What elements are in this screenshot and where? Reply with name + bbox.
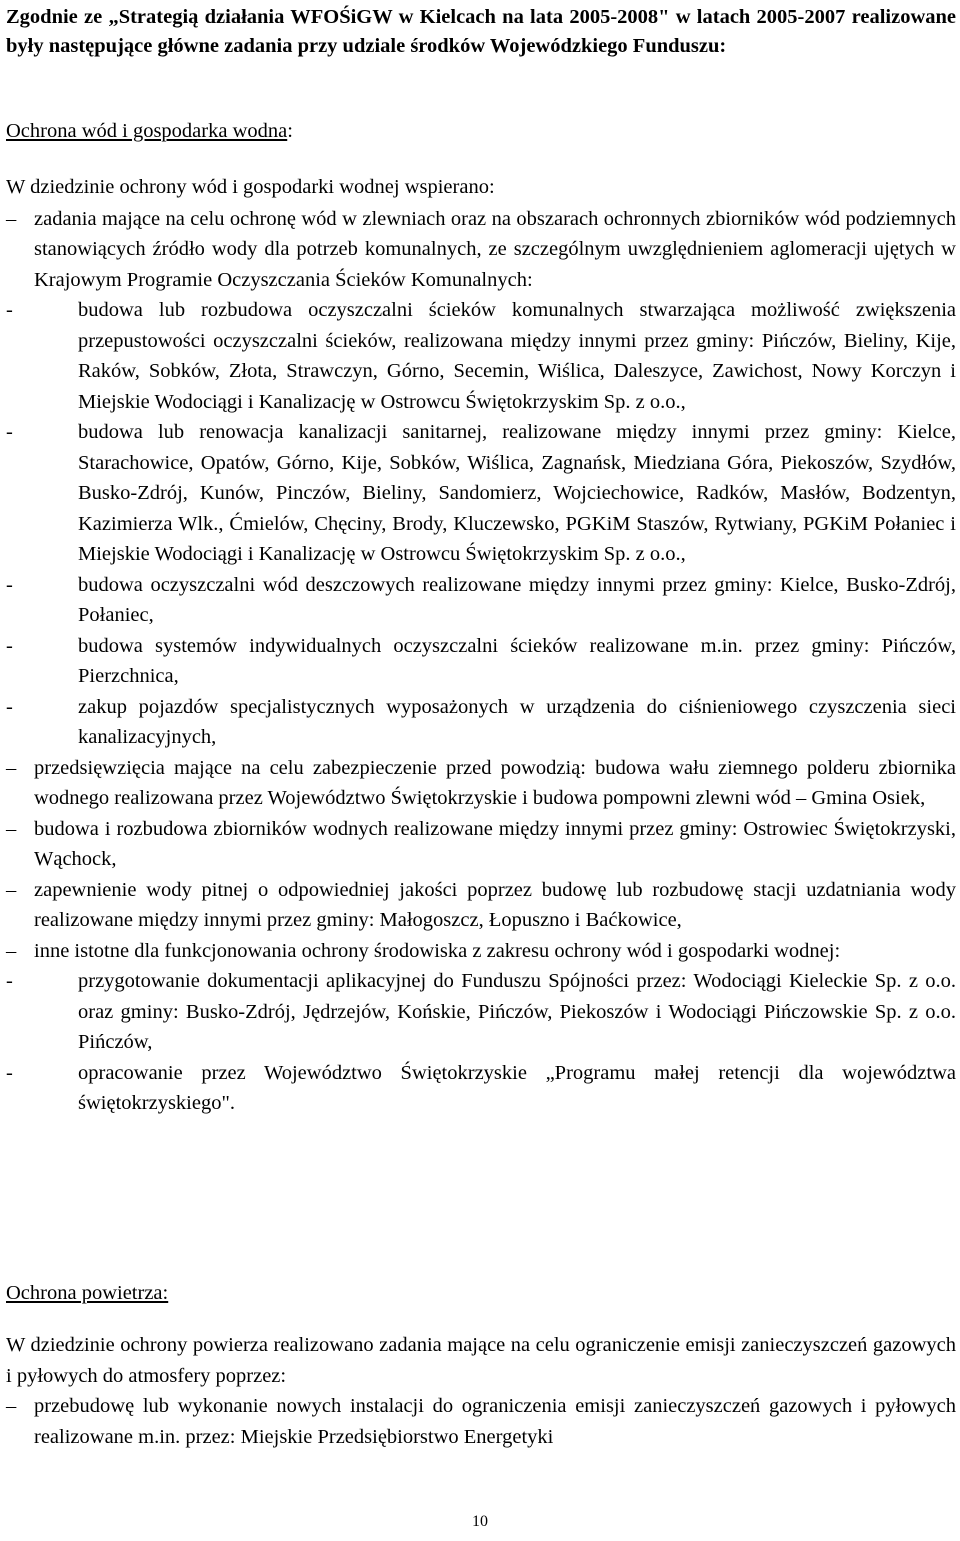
dash-marker: – — [6, 207, 17, 230]
dash-marker: – — [6, 817, 17, 840]
water-item-2-text: przedsięwzięcia mające na celu zabezpieczenie przed powodzią: budowa wału ziemnego polderu zbiornika wodnego realizowana przez Województwo Świętokrzyskie i budowa pompowni zlewni wód – Gmina Osiek, — [34, 756, 956, 809]
section-title-water-suffix: : — [287, 120, 293, 142]
water-item-5-text: inne istotne dla funkcjonowania ochrony środowiska z zakresu ochrony wód i gospodarki wodnej: — [34, 939, 841, 962]
section-title-water-text: Ochrona wód i gospodarka wodna — [6, 120, 288, 142]
water-item-2 — [6, 753, 956, 814]
water-item-5 — [6, 936, 956, 967]
water-item-4 — [6, 875, 956, 936]
dash-marker: – — [6, 878, 17, 901]
section-title-water — [6, 116, 293, 147]
water-item-3 — [6, 814, 956, 875]
document-heading: Zgodnie ze „Strategią działania WFOŚiGW w Kielcach na lata 2005-2008" w latach 2005-2007 realizowane były następujące główne zadania przy udziale środków Wojewódzkiego Funduszu: — [6, 6, 956, 57]
water-intro: W dziedzinie ochrony wód i gospodarki wodnej wspierano: — [6, 176, 495, 198]
hyphen-marker: - — [6, 634, 13, 657]
water-subitem-1-5-text: zakup pojazdów specjalistycznych wyposażonych w urządzenia do ciśnieniowego czyszczenia sieci kanalizacyjnych, — [78, 695, 956, 748]
water-subitem-1-5 — [6, 692, 956, 753]
water-subitem-1-3 — [6, 570, 956, 631]
hyphen-marker: - — [6, 970, 13, 992]
water-subitem-1-4-text: budowa systemów indywidualnych oczyszczalni ścieków realizowane m.in. przez gminy: Pińczów, Pierzchnica, — [78, 634, 956, 687]
hyphen-marker: - — [6, 421, 13, 443]
dash-marker: – — [6, 756, 17, 779]
section-title-air: Ochrona powietrza: — [6, 1282, 169, 1304]
water-subitem-1-4 — [6, 631, 956, 692]
water-subitem-1-1-text: budowa lub rozbudowa oczyszczalni ścieków komunalnych stwarzająca możliwość zwiększenia przepustowości oczyszczalni ścieków, realizowana między innymi przez gminy: Pińczów, Bieliny, Kije, Raków, Sobków, Złota, Strawczyn, Górno, Secemin, Wiślica, Daleszyce, Zawichost, Nowy Korczyn i Miejskie Wodociągi i Kanalizację w Ostrowcu Świętokrzyskim Sp. z o.o., — [78, 299, 956, 413]
hyphen-marker: - — [6, 695, 13, 718]
hyphen-marker: - — [6, 573, 13, 596]
water-subitem-5-2-text: opracowanie przez Województwo Świętokrzyskie „Programu małej retencji dla województwa świętokrzyskiego". — [78, 1061, 956, 1114]
document-page — [6, 0, 956, 1448]
water-section-body — [6, 172, 956, 1119]
air-item-1 — [6, 1391, 956, 1452]
water-subitem-5-1-text: przygotowanie dokumentacji aplikacyjnej do Funduszu Spójności przez: Wodociągi Kieleckie Sp. z o.o. oraz gminy: Busko-Zdrój, Jędrzejów, Końskie, Pińczów, Piekoszów i Wodociągi Pińczowskie Sp. z o.o. Pińczów, — [78, 970, 956, 1053]
water-subitem-1-1 — [6, 295, 956, 417]
water-item-4-text: zapewnienie wody pitnej o odpowiedniej jakości poprzez budowę lub rozbudowę stacji uzdatniania wody realizowane między innymi przez gminy: Małogoszcz, Łopuszno i Baćkowice, — [34, 878, 956, 931]
dash-marker: – — [6, 1395, 17, 1417]
water-subitem-5-2 — [6, 1058, 956, 1119]
water-subitem-1-2 — [6, 417, 956, 570]
water-item-3-text: budowa i rozbudowa zbiorników wodnych realizowane między innymi przez gminy: Ostrowiec Świętokrzyski, Wąchock, — [34, 817, 956, 870]
page-number: 10 — [472, 1513, 488, 1530]
water-subitem-1-3-text: budowa oczyszczalni wód deszczowych realizowane między innymi przez gminy: Kielce, Busko-Zdrój, Połaniec, — [78, 573, 956, 626]
air-intro: W dziedzinie ochrony powierza realizowano zadania mające na celu ograniczenie emisji zanieczyszczeń gazowych i pyłowych do atmosfery poprzez: — [6, 1334, 956, 1387]
hyphen-marker: - — [6, 299, 13, 321]
air-section-body — [6, 1330, 956, 1452]
water-item-1-text: zadania mające na celu ochronę wód w zlewniach oraz na obszarach ochronnych zbiorników wód podziemnych stanowiących źródło wody dla potrzeb komunalnych, ze szczególnym uwzględnieniem aglomeracji ujętych w Krajowym Programie Oczyszczania Ścieków Komunalnych: — [34, 207, 956, 291]
water-item-1 — [6, 204, 956, 296]
water-subitem-5-1 — [6, 966, 956, 1058]
dash-marker: – — [6, 939, 17, 962]
air-item-1-text: przebudowę lub wykonanie nowych instalacji do ograniczenia emisji zanieczyszczeń gazowych i pyłowych realizowane m.in. przez: Miejskie Przedsiębiorstwo Energetyki — [34, 1395, 956, 1448]
hyphen-marker: - — [6, 1061, 13, 1084]
water-subitem-1-2-text: budowa lub renowacja kanalizacji sanitarnej, realizowane między innymi przez gminy: Kielce, Starachowice, Opatów, Górno, Kije, Sobków, Wiślica, Zagnańsk, Miedziana Góra, Piekoszów, Szydłów, Busko-Zdrój, Kunów, Pinczów, Bieliny, Sandomierz, Wojciechowice, Radków, Masłów, Bodzentyn, Kazimierza Wlk., Ćmielów, Chęciny, Brody, Kluczewsko, PGKiM Staszów, Rytwiany, PGKiM Połaniec i Miejskie Wodociągi i Kanalizację w Ostrowcu Świętokrzyskim Sp. z o.o., — [78, 421, 956, 565]
